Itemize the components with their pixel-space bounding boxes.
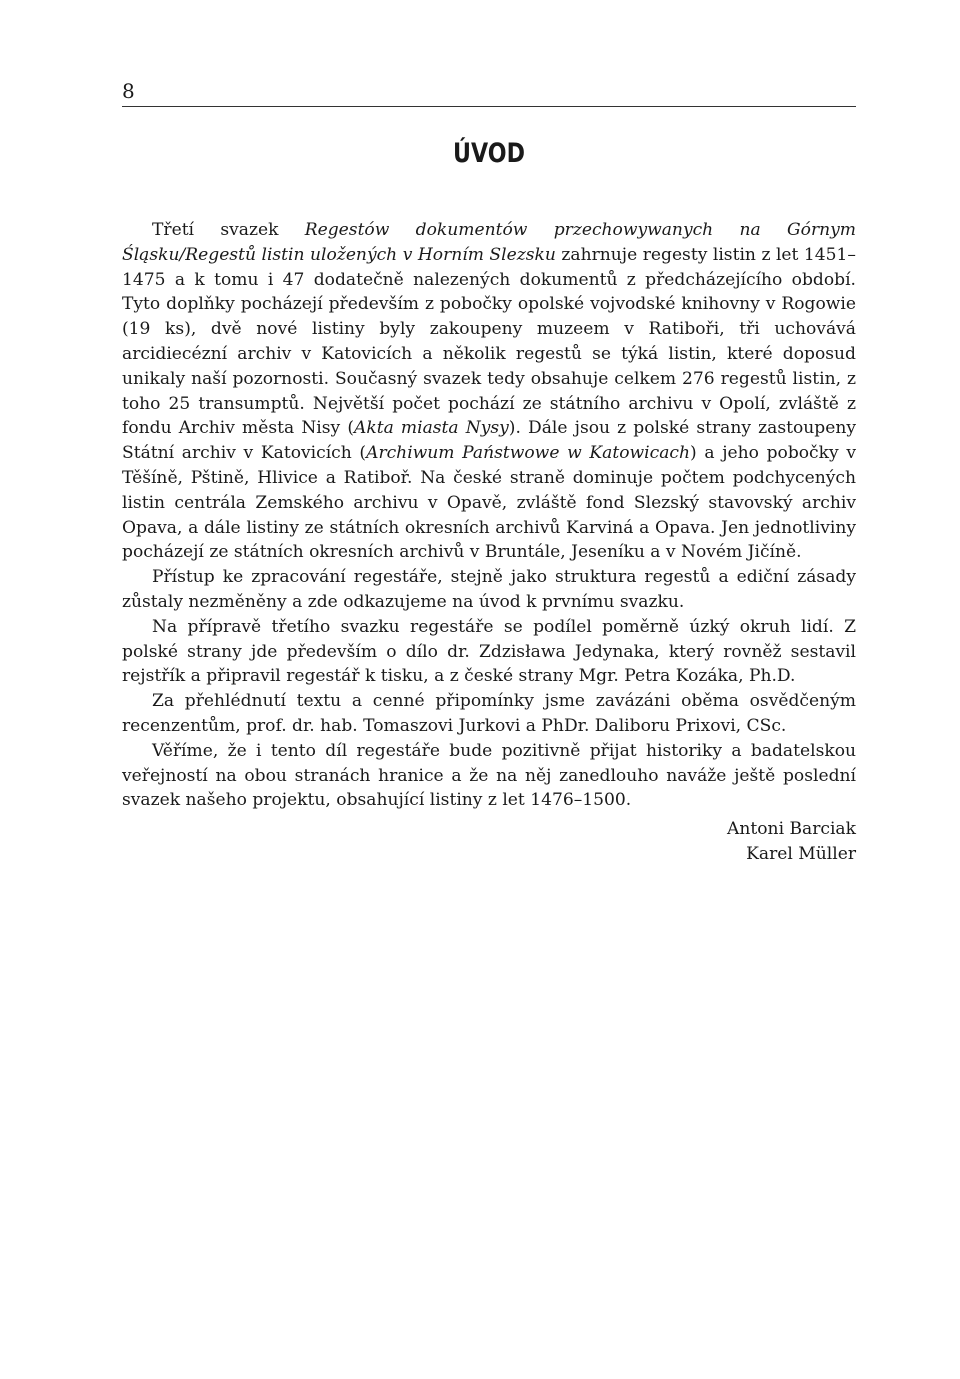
page-title: ÚVOD [453,138,525,169]
paragraph-5: Věříme, že i tento díl regestáře bude pozitivně přijat historiky a badatelskou veřejností na obou stranách hranice a že na něj zanedlouho naváže ještě poslední svazek našeho projektu, obsahující listiny z let 1476–1500. [122,740,856,811]
page-number: 8 [122,79,135,103]
signatures [122,817,856,867]
paragraph-1-text-a: Třetí svazek [152,220,305,240]
paragraph-1 [122,218,856,565]
paragraph-3: Na přípravě třetího svazku regestáře se podílel poměrně úzký okruh lidí. Z polské strany jde především o dílo dr. Zdzisława Jedynaka, který rovněž sestavil rejstřík a připravil regestář k tisku, a z české strany Mgr. Petra Kozáka, Ph.D. [122,616,856,687]
archive-name-katowice: Archiwum Państwowe w Katowicach [366,443,690,464]
signature-author-2: Karel Müller [746,843,856,864]
paragraph-2: Přístup ke zpracování regestáře, stejně jako struktura regestů a ediční zásady zůstaly nezměněny a zde odkazujeme na úvod k prvnímu svazku. [122,567,856,612]
book-title: Regestów dokumentów przechowywanych na Górnym Śląsku/Regestů listin uložených v Horním Slezsku [122,220,856,265]
paragraph-1-text-b: zahrnuje regesty listin z let 1451–1475 a k tomu i 47 dodatečně nalezených dokumentů z předcházejícího období. Tyto doplňky pocházejí především z pobočky opolské vojvodské knihovny v Rogowie (19 ks), dvě nové listiny byly zakoupeny muzeem v Ratiboři, tři uchovává arcidiecézní archiv v Katovicích a několik regestů se týká listin, které doposud unikaly naší pozornosti. Současný svazek tedy obsahuje celkem 276 regestů listin, z toho 25 transumptů. Největší počet pochází ze státního archivu v Opolí, zvláště z fondu Archiv města Nisy ( [122,244,856,439]
paragraph-1-text-c: ). Dále jsou z polské strany zastoupeny Státní archiv v Katovicích ( [122,418,857,464]
paragraph-1-text-d: ) a jeho pobočky v Těšíně, Pštině, Hlivice a Ratiboř. Na české straně dominuje počtem podchycených listin centrála Zemského archivu v Opavě, zvláště fond Slezský stavovský archiv Opava, a dále listiny ze státních okresních archivů Karviná a Opava. Jen jednotliviny pocházejí ze státních okresních archivů v Bruntále, Jeseníku a v Novém Jičíně. [122,443,856,563]
page-header [122,78,856,107]
paragraph-4: Za přehlédnutí textu a cenné připomínky jsme zavázáni oběma osvědčeným recenzentům, prof. dr. hab. Tomaszovi Jurkovi a PhDr. Daliboru Prixovi, CSc. [122,691,856,736]
signature-author-1: Antoni Barciak [727,819,856,839]
body-text [122,218,856,813]
fond-name-nysa: Akta miasta Nysy [354,418,509,439]
